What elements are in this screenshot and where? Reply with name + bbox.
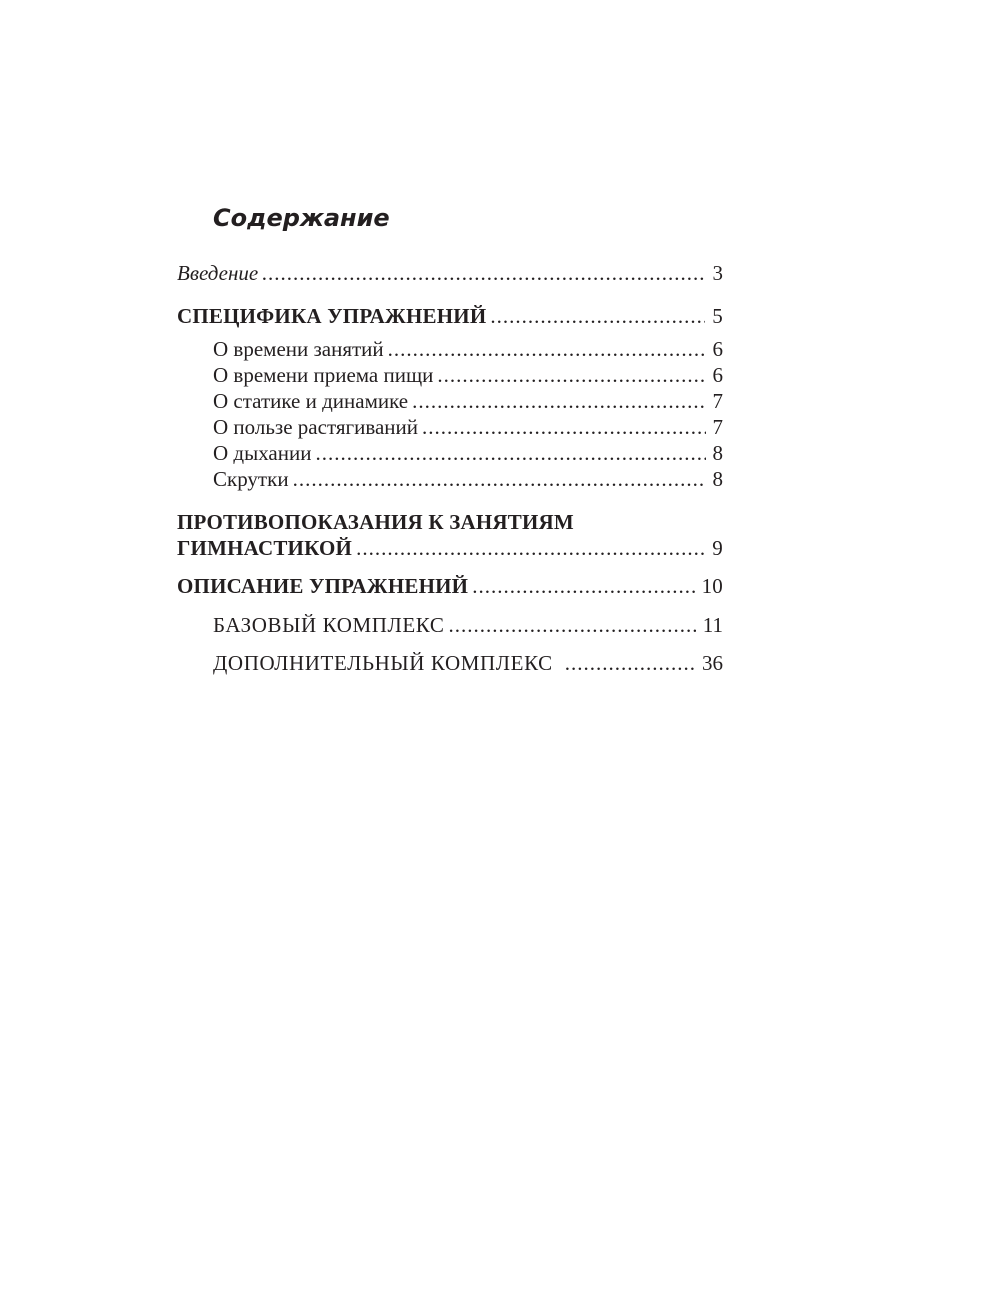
toc-entry-section-2[interactable]: [177, 535, 723, 561]
dot-leader: [472, 573, 694, 599]
toc-entry-subsection[interactable]: [213, 388, 723, 414]
toc-entry-subsection[interactable]: [213, 414, 723, 440]
toc-page-number: 9: [712, 536, 723, 560]
page-title: Содержание: [213, 204, 390, 232]
toc-entry-label: О статике и динамике: [213, 389, 409, 413]
dot-leader: [565, 650, 695, 676]
toc-page-number: 8: [712, 467, 723, 491]
toc-entry-intro[interactable]: [177, 260, 723, 286]
toc-entry-section-2-line-1[interactable]: ПРОТИВОПОКАЗАНИЯ К ЗАНЯТИЯМ: [177, 510, 574, 534]
toc-page-number: 36: [702, 651, 723, 675]
toc-entry-label: О пользе растягиваний: [213, 415, 419, 439]
toc-page-number: 11: [702, 613, 723, 637]
toc-page-number: 7: [712, 415, 723, 439]
toc-page-number: 6: [712, 337, 723, 361]
toc-entry-subsection[interactable]: [213, 362, 723, 388]
dot-leader: [490, 303, 705, 329]
dot-leader: [449, 612, 696, 638]
toc-page-number: 10: [701, 574, 723, 598]
toc-page-number: 3: [712, 261, 723, 285]
toc-page-number: 8: [712, 441, 723, 465]
toc-entry-label: ГИМНАСТИКОЙ: [177, 536, 353, 560]
toc-page-number: 5: [712, 304, 723, 328]
toc-entry-subsection[interactable]: [213, 466, 723, 492]
dot-leader: [315, 440, 705, 466]
dot-leader: [262, 260, 705, 286]
toc-entry-label: О дыхании: [213, 441, 312, 465]
toc-entry-label: БАЗОВЫЙ КОМПЛЕКС: [213, 613, 445, 637]
toc-entry-subsection[interactable]: [213, 650, 723, 676]
toc-entry-subsection[interactable]: [213, 612, 723, 638]
dot-leader: [388, 336, 706, 362]
toc-entry-subsection[interactable]: [213, 440, 723, 466]
dot-leader: [437, 362, 705, 388]
toc-entry-subsection[interactable]: [213, 336, 723, 362]
toc-page-number: 6: [712, 363, 723, 387]
dot-leader: [412, 388, 705, 414]
dot-leader: [422, 414, 705, 440]
toc-entry-label: Введение: [177, 261, 259, 285]
toc-entry-label: СПЕЦИФИКА УПРАЖНЕНИЙ: [177, 304, 487, 328]
toc-entry-section-3[interactable]: [177, 573, 723, 599]
toc-entry-section-1[interactable]: [177, 303, 723, 329]
toc-entry-label: О времени занятий: [213, 337, 384, 361]
toc-entry-label: Скрутки: [213, 467, 289, 491]
toc-page-number: 7: [712, 389, 723, 413]
dot-leader: [356, 535, 705, 561]
toc-entry-label: ДОПОЛНИТЕЛЬНЫЙ КОМПЛЕКС: [213, 651, 553, 675]
toc-entry-label: О времени приема пищи: [213, 363, 434, 387]
toc-entry-label: ОПИСАНИЕ УПРАЖНЕНИЙ: [177, 574, 469, 598]
dot-leader: [293, 466, 706, 492]
